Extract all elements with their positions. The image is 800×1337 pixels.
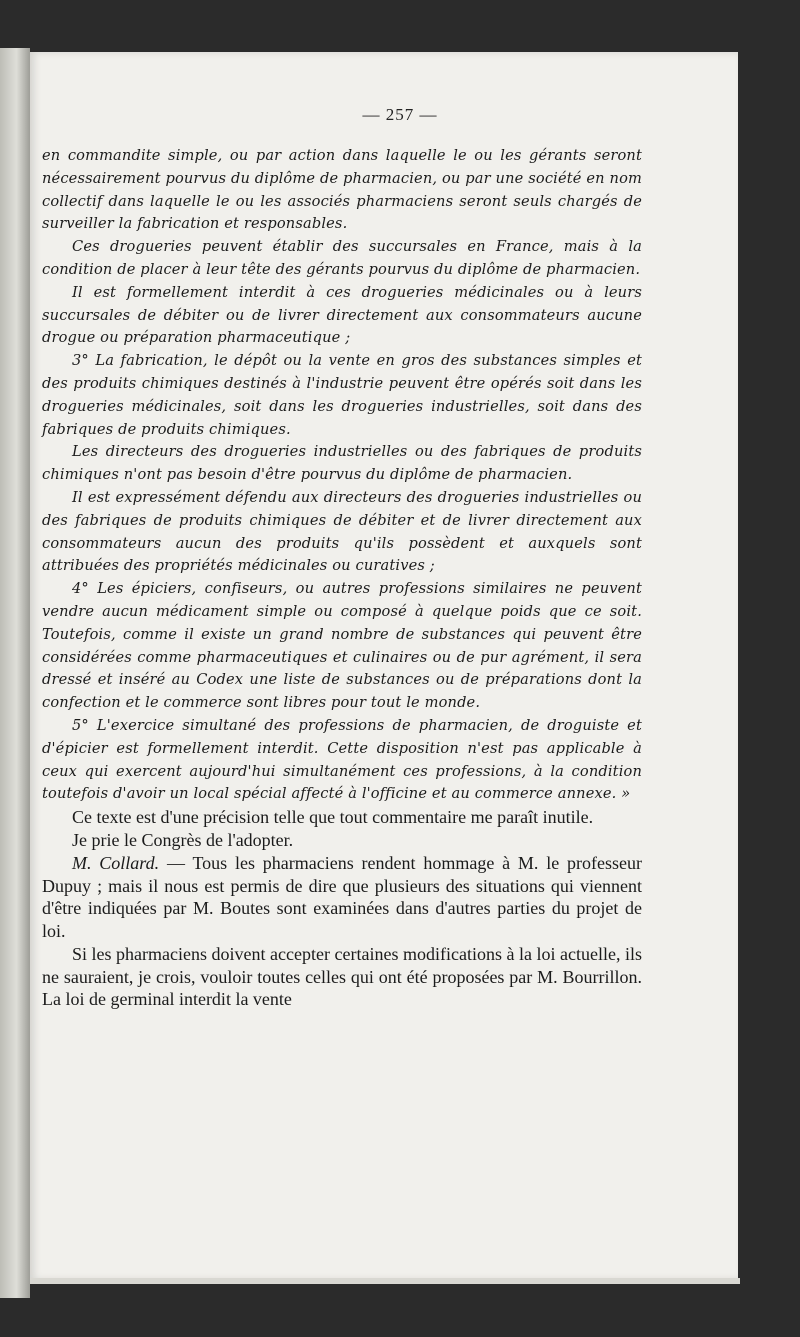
quote-paragraph: 3° La fabrication, le dépôt ou la vente en gros des substances simples et des produits chimiques destinés à l'industrie peuvent être opérés soit dans les drogueries médicinales, soit dans les drogueries industrielles, soit dans des fabriques de produits chimiques. <box>42 352 642 438</box>
body-text <box>42 806 642 1011</box>
body-paragraph: Ce texte est d'une précision telle que tout commentaire me paraît inutile. <box>72 807 594 828</box>
quote-paragraph: Il est expressément défendu aux directeurs des drogueries industrielles ou des fabriques de produits chimiques de débiter et de livrer directement aux consommateurs aucun des produits qu'ils possèdent et auxquels sont attribuées des propriétés médicinales ou curatives ; <box>42 488 642 575</box>
body-paragraph: Je prie le Congrès de l'adopter. <box>72 829 294 850</box>
quote-paragraph: 4° Les épiciers, confiseurs, ou autres professions similaires ne peuvent vendre aucun médicament simple ou composé à quelque poids que ce soit. Toutefois, comme il existe un grand nombre de substances qui peuvent être considérées comme pharmaceutiques et culinaires ou de pur agrément, il sera dressé et inséré au Codex une liste de substances ou de préparations dont la confection et le commerce sont libres pour tout le monde. <box>42 580 642 712</box>
body-paragraph <box>42 852 642 943</box>
quote-paragraph: 5° L'exercice simultané des professions de pharmacien, de droguiste et d'épicier est formellement interdit. Cette disposition n'est pas applicable à ceux qui exercent aujourd'hui simultanément ces professions, à la condition toutefois d'avoir un local spécial affecté à l'officine et au commerce annexe. » <box>42 716 642 803</box>
quoted-law-text <box>42 145 642 806</box>
quote-paragraph: Il est formellement interdit à ces drogueries médicinales ou à leurs succursales de débiter ou de livrer directement aux consommateurs aucune drogue ou préparation pharmaceutique ; <box>42 283 642 347</box>
body-paragraph: Si les pharmaciens doivent accepter certaines modifications à la loi actuelle, ils ne sauraient, je crois, vouloir toutes celles qui ont été proposées par M. Bourrillon. La loi de germinal interdit la vente <box>42 943 642 1010</box>
facing-page-edge <box>0 48 30 1298</box>
speaker-name: M. Collard. <box>72 852 160 873</box>
speaker-remark: — Tous les pharmaciens rendent hommage à M. le professeur Dupuy ; mais il nous est permis de dire que plusieurs des situations qui viennent d'être indiquées par M. Boutes sont examinées dans d'autres parties du projet de loi. <box>42 852 643 942</box>
quote-paragraph: Ces drogueries peuvent établir des succursales en France, mais à la condition de placer à leur tête des gérants pourvus du diplôme de pharmacien. <box>42 238 642 278</box>
page-number: — 257 — <box>362 105 438 124</box>
quote-paragraph: en commandite simple, ou par action dans laquelle le ou les gérants seront nécessairement pourvus du diplôme de pharmacien, ou par une société en nom collectif dans laquelle le ou les associés pharmaciens seront seuls chargés de surveiller la fabrication et responsables. <box>42 147 642 233</box>
quote-paragraph: Les directeurs des drogueries industrielles ou des fabriques de produits chimiques n'ont pas besoin d'être pourvus du diplôme de pharmacien. <box>42 443 642 484</box>
page-bottom-edge <box>30 1278 740 1284</box>
page-text <box>42 145 642 1011</box>
